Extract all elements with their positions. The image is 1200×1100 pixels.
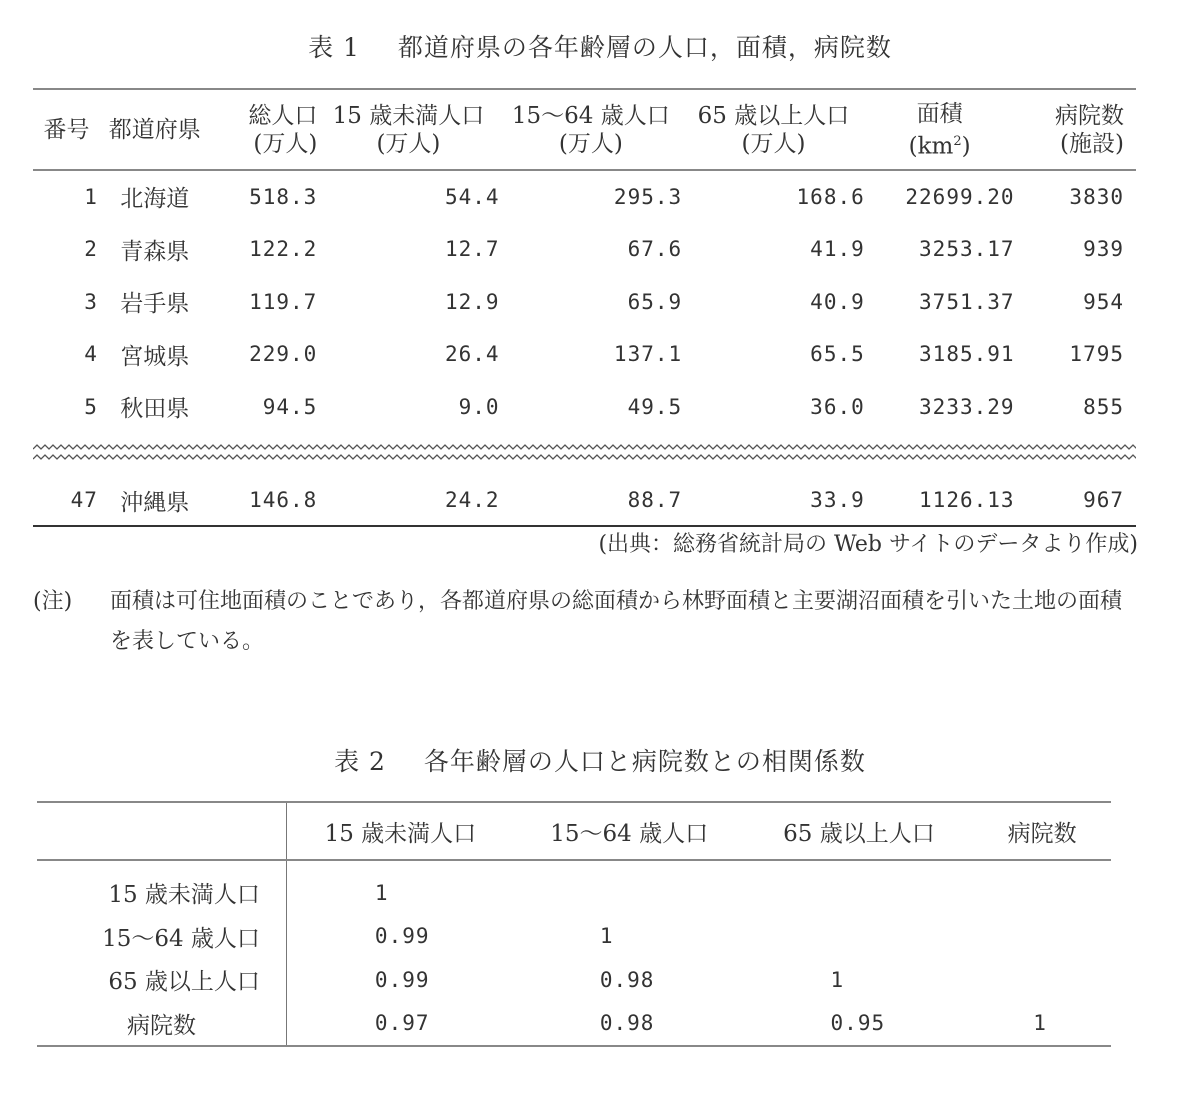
- cell-65plus: 168.6: [796, 184, 865, 209]
- correlation-cell: [973, 915, 1111, 959]
- cell-hospitals: 855: [1083, 394, 1124, 419]
- header-65plus: [682, 89, 865, 170]
- cell-total: 119.7: [249, 289, 318, 314]
- correlation-cell: 1: [599, 924, 614, 949]
- header-total-population: [204, 89, 318, 170]
- cell-hospitals: 967: [1083, 488, 1124, 513]
- correlation-cell: 0.98: [599, 967, 655, 992]
- cell-under15: 26.4: [444, 342, 500, 367]
- cell-65plus: 41.9: [810, 237, 865, 262]
- cell-65plus: 65.5: [810, 342, 865, 367]
- table2: [37, 801, 1111, 1047]
- cell-number: 5: [84, 394, 98, 419]
- cell-number: 1: [84, 184, 98, 209]
- cell-15to64: 295.3: [613, 184, 683, 209]
- note-text: 面積は可住地面積のことであり，各都道府県の総面積から林野面積と主要湖沼面積を引いた土地の面積を表している。: [110, 589, 1123, 654]
- cell-prefecture: 秋田県: [120, 396, 190, 423]
- header-under15: [317, 89, 499, 170]
- table-row: [37, 1002, 1111, 1047]
- header-unit: (万人): [253, 131, 318, 158]
- cell-total: 518.3: [249, 184, 318, 209]
- cell-total: 94.5: [262, 394, 318, 419]
- table-row: [37, 860, 1111, 915]
- cell-under15: 24.2: [444, 488, 500, 513]
- omission-marker: [33, 433, 1136, 475]
- cell-15to64: 65.9: [627, 289, 683, 314]
- cell-prefecture: 岩手県: [120, 291, 190, 318]
- cell-number: 4: [84, 342, 98, 367]
- header-label: 総人口: [248, 103, 318, 130]
- table1: [33, 88, 1136, 527]
- cell-65plus: 40.9: [810, 289, 865, 314]
- table-row: [37, 958, 1111, 1002]
- header-unit: (万人): [741, 131, 806, 158]
- cell-15to64: 137.1: [613, 342, 683, 367]
- cell-prefecture: 宮城県: [120, 343, 190, 370]
- table1-note: [33, 582, 1143, 662]
- correlation-cell: 0.98: [599, 1011, 655, 1036]
- cell-15to64: 67.6: [627, 237, 683, 262]
- header-label: 15 歳未満人口: [332, 103, 485, 130]
- table1-title: [0, 28, 1200, 64]
- header-unit: (km: [908, 133, 954, 160]
- cell-number: 47: [70, 488, 98, 513]
- wavy-line-icon: [33, 443, 1136, 465]
- table-row: [33, 170, 1136, 224]
- correlation-cell: 0.99: [374, 967, 430, 992]
- header-unit-superscript: 2: [953, 134, 962, 149]
- cell-15to64: 88.7: [627, 488, 683, 513]
- header-unit: (万人): [558, 131, 623, 158]
- cell-area: 3253.17: [919, 237, 1015, 262]
- cell-prefecture: 沖縄県: [120, 489, 190, 516]
- cell-area: 3751.37: [919, 289, 1015, 314]
- header-unit-end: ): [961, 133, 971, 160]
- correlation-cell: 1: [374, 880, 389, 905]
- cell-hospitals: 939: [1083, 237, 1124, 262]
- cell-area: 3233.29: [919, 394, 1015, 419]
- correlation-cell: [514, 860, 745, 915]
- correlation-cell: 0.99: [374, 924, 430, 949]
- table2-col-header: 65 歳以上人口: [783, 820, 935, 847]
- cell-number: 2: [84, 237, 98, 262]
- cell-hospitals: 1795: [1069, 342, 1124, 367]
- table2-col-header: 15 歳未満人口: [324, 820, 477, 847]
- correlation-cell: [745, 860, 974, 915]
- cell-total: 146.8: [249, 488, 318, 513]
- cell-area: 1126.13: [919, 488, 1015, 513]
- table-row: [33, 475, 1136, 526]
- table1-title-text: 都道府県の各年齢層の人口，面積，病院数: [397, 33, 892, 62]
- cell-hospitals: 3830: [1069, 184, 1124, 209]
- header-unit: (万人): [376, 131, 441, 158]
- table2-col-header: 15～64 歳人口: [550, 820, 709, 847]
- correlation-cell: [973, 958, 1111, 1002]
- header-label: 病院数: [1055, 103, 1124, 130]
- omission-row: [33, 433, 1136, 475]
- cell-area: 3185.91: [919, 342, 1015, 367]
- correlation-cell: 1: [830, 967, 845, 992]
- table2-header-row: [37, 802, 1111, 860]
- row-header: 15～64 歳人口: [37, 915, 286, 959]
- header-prefecture: [100, 89, 204, 170]
- table2-corner: [37, 802, 286, 860]
- table-row: [33, 328, 1136, 381]
- table2-title-text: 各年齢層の人口と病院数との相関係数: [423, 747, 866, 776]
- header-number: [33, 89, 100, 170]
- table-row: [33, 276, 1136, 329]
- cell-area: 22699.20: [905, 184, 1015, 209]
- header-15to64: [500, 89, 683, 170]
- correlation-cell: [745, 915, 974, 959]
- header-label: 番号: [43, 117, 90, 144]
- correlation-cell: 0.95: [830, 1011, 886, 1036]
- correlation-cell: 1: [1033, 1011, 1047, 1036]
- correlation-cell: [973, 860, 1111, 915]
- table2-col-header: 病院数: [1007, 820, 1077, 847]
- header-label: 15～64 歳人口: [511, 103, 670, 130]
- header-label: 65 歳以上人口: [697, 103, 850, 130]
- table1-number: 表 1: [308, 33, 360, 62]
- cell-under15: 9.0: [458, 394, 500, 419]
- cell-under15: 54.4: [444, 184, 500, 209]
- table-row: [33, 223, 1136, 276]
- cell-65plus: 36.0: [810, 394, 865, 419]
- table1-source: (出典：総務省統計局の Web サイトのデータより作成): [598, 532, 1138, 557]
- table-row: [37, 915, 1111, 959]
- note-label: (注): [33, 589, 73, 614]
- cell-total: 122.2: [249, 237, 318, 262]
- cell-prefecture: 北海道: [120, 186, 190, 213]
- table-row: [33, 381, 1136, 434]
- cell-prefecture: 青森県: [120, 238, 190, 265]
- cell-number: 3: [84, 289, 98, 314]
- cell-hospitals: 954: [1083, 289, 1124, 314]
- cell-under15: 12.9: [444, 289, 500, 314]
- table2-number: 表 2: [334, 747, 386, 776]
- row-header: 65 歳以上人口: [37, 958, 286, 1002]
- header-label: 面積: [916, 101, 963, 127]
- table2-title: [0, 742, 1200, 778]
- cell-total: 229.0: [249, 342, 318, 367]
- header-hospitals: [1015, 89, 1136, 170]
- correlation-cell: 0.97: [374, 1011, 430, 1036]
- row-header: 15 歳未満人口: [37, 860, 286, 915]
- header-label: 都道府県: [108, 117, 201, 144]
- cell-15to64: 49.5: [627, 394, 683, 419]
- cell-under15: 12.7: [444, 237, 500, 262]
- table1-header-row: [33, 89, 1136, 170]
- header-area: [865, 89, 1015, 170]
- row-header: 病院数: [37, 1002, 286, 1047]
- header-unit: (施設): [1060, 131, 1124, 158]
- cell-65plus: 33.9: [810, 488, 865, 513]
